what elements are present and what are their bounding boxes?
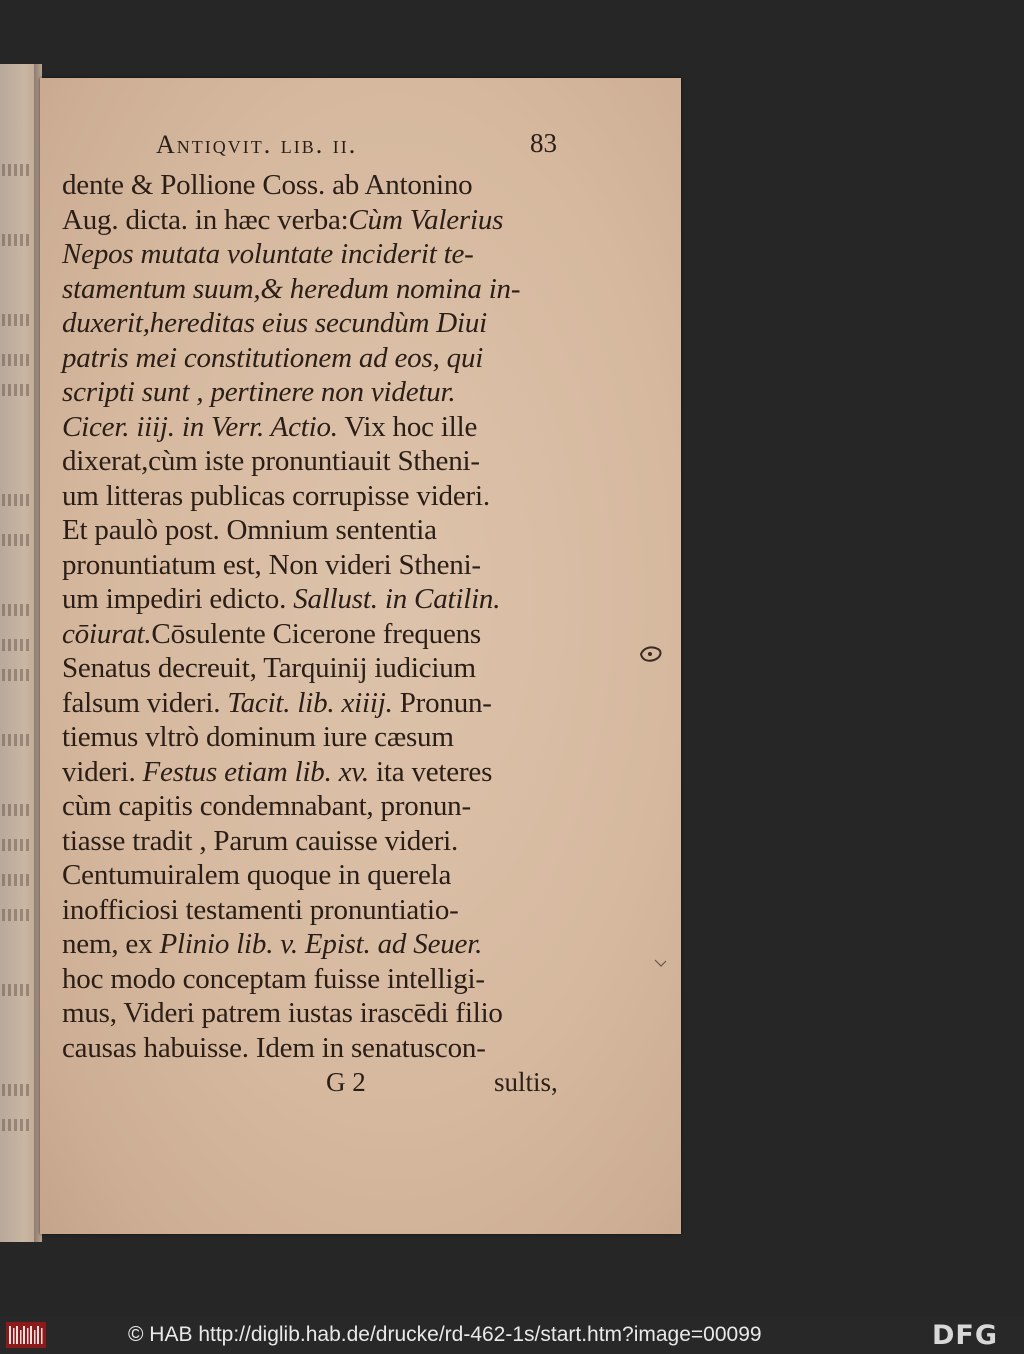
adjacent-text-fragment bbox=[2, 1119, 32, 1131]
text-segment: Pronun- bbox=[392, 686, 492, 719]
adjacent-text-fragment bbox=[2, 164, 32, 176]
text-segment: Cōsulente Cicerone frequens bbox=[151, 617, 482, 650]
page-header bbox=[62, 126, 582, 168]
adjacent-text-fragment bbox=[2, 909, 32, 921]
ink-stain-icon bbox=[638, 645, 664, 663]
adjacent-text-fragment bbox=[2, 494, 32, 506]
copyright-link[interactable]: © HAB http://diglib.hab.de/drucke/rd-462-1s/start.htm?image=00099 bbox=[128, 1323, 762, 1346]
text-segment: ita veteres bbox=[368, 755, 493, 788]
adjacent-text-fragment bbox=[2, 1084, 32, 1096]
dfg-logo[interactable]: DFG bbox=[932, 1320, 999, 1351]
text-segment: nem, ex bbox=[62, 928, 160, 960]
book-page bbox=[40, 78, 681, 1234]
text-line bbox=[62, 720, 582, 755]
adjacent-text-fragment bbox=[2, 669, 32, 681]
hab-barcode-logo-icon[interactable] bbox=[6, 1322, 46, 1348]
catchword: sultis, bbox=[494, 1067, 558, 1097]
adjacent-text-fragment bbox=[2, 804, 32, 816]
adjacent-text-fragment bbox=[2, 639, 32, 651]
text-segment: videri. bbox=[62, 755, 143, 788]
text-segment: um litteras publicas corrupisse videri. bbox=[62, 479, 490, 512]
text-line bbox=[62, 548, 582, 583]
italic-text-segment: scripti sunt , pertinere non videtur. bbox=[62, 376, 456, 408]
text-line bbox=[62, 306, 582, 341]
adjacent-text-fragment bbox=[2, 384, 32, 396]
text-segment: tiasse tradit , Parum cauisse videri. bbox=[62, 824, 459, 857]
adjacent-text-fragment bbox=[2, 354, 32, 366]
text-segment: causas habuisse. Idem in senatuscon- bbox=[62, 1031, 486, 1064]
text-segment: um impediri edicto. bbox=[62, 583, 294, 615]
text-line bbox=[62, 927, 582, 962]
text-line bbox=[62, 410, 582, 445]
adjacent-text-fragment bbox=[2, 734, 32, 746]
text-line bbox=[62, 341, 582, 376]
adjacent-text-fragment bbox=[2, 314, 32, 326]
text-segment: inofficiosi testamenti pronuntiatio- bbox=[62, 893, 459, 926]
italic-text-segment: Cùm Valerius bbox=[348, 203, 504, 236]
text-line bbox=[62, 996, 582, 1031]
text-segment: mus, Videri patrem iustas irascēdi filio bbox=[62, 997, 503, 1029]
text-segment: Et paulò post. Omnium sententia bbox=[62, 514, 437, 546]
italic-text-segment: cōiurat. bbox=[62, 617, 152, 650]
text-line bbox=[62, 582, 582, 617]
text-line bbox=[62, 375, 582, 410]
italic-text-segment: duxerit,hereditas eius secundùm Diui bbox=[62, 307, 488, 339]
italic-text-segment: stamentum suum,& heredum nomina in- bbox=[62, 272, 521, 305]
text-line bbox=[62, 858, 582, 893]
adjacent-text-fragment bbox=[2, 984, 32, 996]
adjacent-text-fragment bbox=[2, 234, 32, 246]
text-line bbox=[62, 686, 582, 721]
text-segment: cùm capitis condemnabant, pronun- bbox=[62, 790, 471, 822]
adjacent-text-fragment bbox=[2, 534, 32, 546]
italic-text-segment: Festus etiam lib. xv. bbox=[142, 755, 369, 788]
italic-text-segment: Sallust. in Catilin. bbox=[293, 583, 501, 615]
text-line bbox=[62, 513, 582, 548]
text-line bbox=[62, 479, 582, 514]
text-line bbox=[62, 168, 582, 203]
text-segment: Vix hoc ille bbox=[337, 410, 478, 443]
page-text-block bbox=[62, 126, 582, 1105]
text-line bbox=[62, 237, 582, 272]
text-segment: Centumuiralem quoque in querela bbox=[62, 859, 452, 891]
adjacent-text-fragment bbox=[2, 874, 32, 886]
text-line bbox=[62, 203, 582, 238]
italic-text-segment: Cicer. iiij. in Verr. Actio. bbox=[62, 410, 338, 443]
adjacent-text-fragment bbox=[2, 839, 32, 851]
running-head: Antiqvit. lib. ii. bbox=[156, 130, 358, 159]
italic-text-segment: Plinio lib. v. Epist. ad Seuer. bbox=[159, 928, 483, 960]
italic-text-segment: Tacit. lib. xiiij. bbox=[227, 686, 393, 719]
text-segment: dente & Pollione Coss. ab Antonino bbox=[62, 169, 473, 201]
text-segment: Senatus decreuit, Tarquinij iudicium bbox=[62, 652, 476, 684]
body-text bbox=[62, 168, 582, 1065]
text-line bbox=[62, 893, 582, 928]
text-segment: pronuntiatum est, Non videri Stheni- bbox=[62, 548, 481, 581]
text-segment: dixerat,cùm iste pronuntiauit Stheni- bbox=[62, 445, 480, 477]
italic-text-segment: patris mei constitutionem ad eos, qui bbox=[62, 341, 484, 374]
adjacent-text-fragment bbox=[2, 604, 32, 616]
signature-mark: G 2 bbox=[326, 1067, 366, 1097]
paper-mark-icon bbox=[654, 958, 668, 968]
text-segment: tiemus vltrò dominum iure cæsum bbox=[62, 721, 454, 753]
text-segment: falsum videri. bbox=[62, 686, 228, 719]
footer-bar bbox=[0, 1316, 1024, 1354]
page-footer-line bbox=[62, 1065, 582, 1105]
page-number: 83 bbox=[530, 128, 557, 158]
text-line bbox=[62, 1031, 582, 1066]
text-line bbox=[62, 755, 582, 790]
text-line bbox=[62, 617, 582, 652]
text-line bbox=[62, 824, 582, 859]
text-segment: hoc modo conceptam fuisse intelligi- bbox=[62, 962, 485, 995]
text-segment: Aug. dicta. in hæc verba: bbox=[62, 203, 349, 236]
text-line bbox=[62, 444, 582, 479]
italic-text-segment: Nepos mutata voluntate inciderit te- bbox=[62, 238, 474, 270]
text-line bbox=[62, 789, 582, 824]
text-line bbox=[62, 272, 582, 307]
text-line bbox=[62, 651, 582, 686]
text-line bbox=[62, 962, 582, 997]
